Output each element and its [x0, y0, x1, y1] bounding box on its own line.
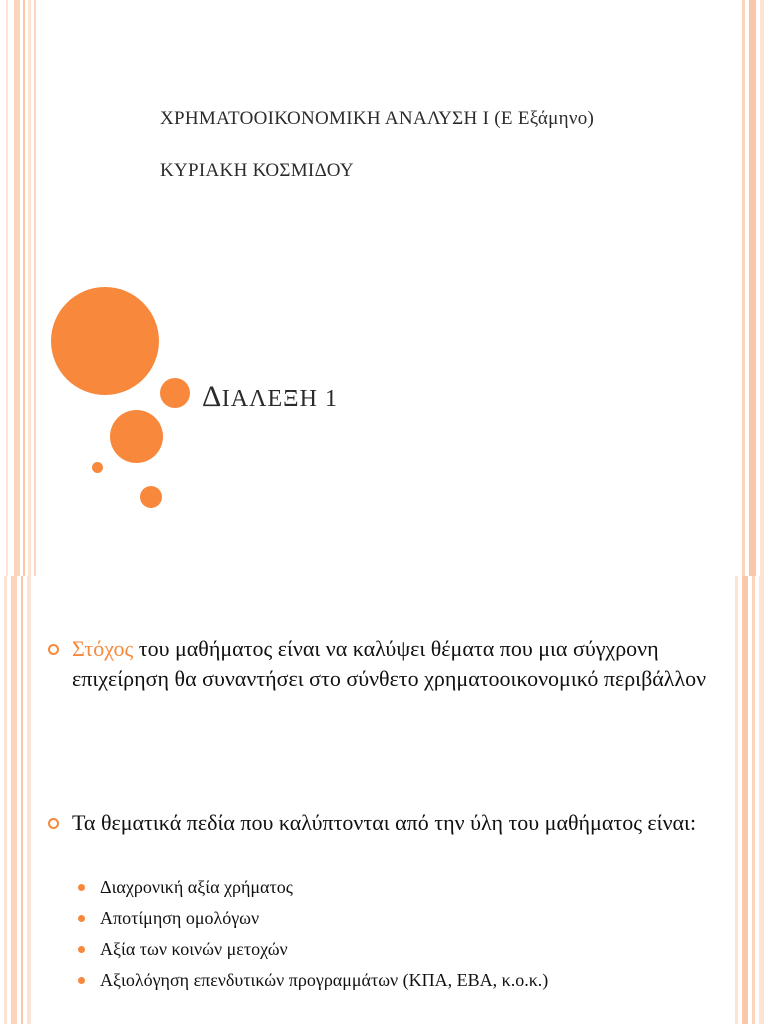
- left-stripe: [28, 0, 31, 576]
- list-item: Αξία των κοινών μετοχών: [78, 934, 548, 965]
- right-stripe: [742, 0, 745, 576]
- objective-bullet: [48, 634, 718, 694]
- objective-text: του μαθήματος είναι να καλύψει θέματα που μια σύγχρονη επιχείρηση θα συναντήσει στο σύνθετο χρηματοοικονομικό περιβάλλον: [72, 636, 707, 691]
- left-stripe: [14, 0, 20, 576]
- decorative-circle-medium-large: [110, 410, 163, 463]
- ring-bullet-icon: [48, 644, 59, 655]
- right-stripe: [742, 576, 748, 1024]
- lecture-heading: [202, 380, 338, 414]
- left-stripe: [4, 576, 7, 1024]
- lecture-heading-initial: Δ: [202, 380, 222, 413]
- list-item: Διαχρονική αξία χρήματος: [78, 872, 548, 903]
- list-item: Αξιολόγηση επενδυτικών προγραμμάτων (ΚΠΑ, ΕΒΑ, κ.ο.κ.): [78, 965, 548, 996]
- left-stripe: [6, 0, 8, 576]
- decorative-circle-small: [140, 486, 162, 508]
- decorative-circle-large: [51, 287, 159, 395]
- ring-bullet-icon: [48, 818, 59, 829]
- right-stripe: [735, 576, 738, 1024]
- decorative-circle-tiny: [92, 462, 103, 473]
- objective-keyword: Στόχος: [72, 636, 134, 661]
- dot-bullet-icon: [78, 915, 85, 922]
- left-stripe: [23, 0, 25, 576]
- dot-bullet-icon: [78, 884, 85, 891]
- list-item: Αποτίμηση ομολόγων: [78, 903, 548, 934]
- right-stripe: [760, 0, 764, 576]
- dot-bullet-icon: [78, 977, 85, 984]
- right-stripe: [759, 576, 764, 1024]
- topics-bullet: [48, 808, 718, 838]
- left-stripe: [21, 576, 23, 1024]
- right-stripe: [749, 0, 756, 576]
- left-stripe: [27, 576, 31, 1024]
- course-title: ΧΡΗΜΑΤΟΟΙΚΟΝΟΜΙΚΗ ΑΝΑΛΥΣΗ Ι (Ε Εξάμηνο): [160, 108, 595, 129]
- lecture-heading-rest: ΙΑΛΕΞΗ 1: [221, 386, 338, 412]
- decorative-circle-medium: [160, 378, 190, 408]
- right-stripe: [752, 576, 755, 1024]
- author-name: ΚΥΡΙΑΚΗ ΚΟΣΜΙΔΟΥ: [160, 160, 354, 181]
- content-slide: [0, 576, 768, 1024]
- topics-intro-text: Τα θεματικά πεδία που καλύπτονται από την ύλη του μαθήματος είναι:: [72, 810, 697, 835]
- topics-list: [78, 872, 548, 996]
- left-stripe: [34, 0, 36, 576]
- left-stripe: [11, 576, 17, 1024]
- dot-bullet-icon: [78, 946, 85, 953]
